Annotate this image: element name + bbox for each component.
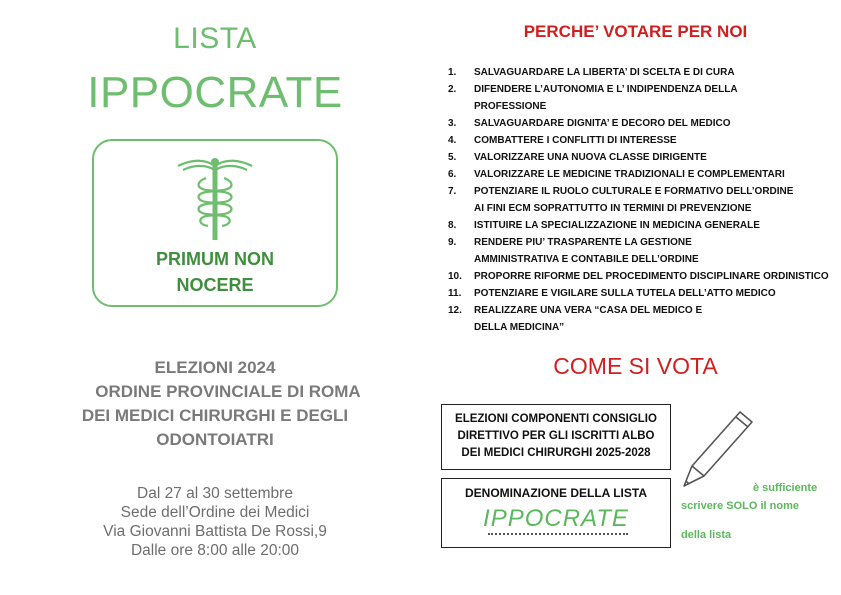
list-name-label: DENOMINAZIONE DELLA LISTA — [465, 486, 647, 500]
reason-text: RENDERE PIU’ TRASPARENTE LA GESTIONE — [474, 237, 692, 248]
ballot-line: ELEZIONI COMPONENTI CONSIGLIO — [455, 413, 657, 425]
note-line: scrivere SOLO il nome — [681, 500, 799, 512]
reason-item — [448, 81, 828, 98]
reason-item — [448, 268, 828, 285]
reason-number: 1. — [448, 67, 457, 78]
motto — [92, 246, 338, 298]
reason-number: 5. — [448, 152, 457, 163]
election-line: DEI MEDICI CHIRURGHI E DEGLI — [81, 406, 349, 425]
reason-number: 11. — [448, 288, 462, 299]
reason-number: 9. — [448, 237, 457, 248]
reason-text: POTENZIARE IL RUOLO CULTURALE E FORMATIVO DELL’ORDINE — [474, 186, 794, 197]
reason-number: 6. — [448, 169, 457, 180]
reason-number: 2. — [448, 84, 457, 95]
list-name-heading: IPPOCRATE — [87, 68, 343, 117]
reason-text: ISTITUIRE LA SPECIALIZZAZIONE IN MEDICINA GENERALE — [474, 220, 760, 231]
reason-text: COMBATTERE I CONFLITTI DI INTERESSE — [474, 135, 677, 146]
how-to-vote-title: COME SI VOTA — [553, 353, 718, 379]
reasons-list — [448, 64, 828, 336]
pencil-icon — [680, 408, 758, 490]
reason-item — [448, 183, 828, 200]
reason-number: 10. — [448, 271, 462, 282]
reason-item-cont — [448, 319, 828, 336]
reason-text: AMMINISTRATIVA E CONTABILE DELL’ORDINE — [474, 254, 699, 265]
reason-text: PROFESSIONE — [474, 101, 547, 112]
election-details — [0, 484, 430, 560]
reason-text: AI FINI ECM SOPRATTUTTO IN TERMINI DI PREVENZIONE — [474, 203, 752, 214]
lista-heading: LISTA — [173, 22, 257, 55]
reason-number: 3. — [448, 118, 457, 129]
reasons-title: PERCHE’ VOTARE PER NOI — [523, 22, 748, 41]
motto-line: NOCERE — [176, 275, 254, 295]
list-name-box — [441, 478, 671, 548]
ballot-line: DEI MEDICI CHIRURGHI 2025-2028 — [461, 447, 651, 459]
reason-item — [448, 149, 828, 166]
details-line: Dal 27 al 30 settembre — [137, 485, 293, 502]
reason-text: POTENZIARE E VIGILARE SULLA TUTELA DELL’ATTO MEDICO — [474, 288, 776, 299]
reason-text: DELLA MEDICINA” — [474, 322, 565, 333]
reason-number: 12. — [448, 305, 462, 316]
election-title — [0, 356, 430, 452]
reason-item — [448, 132, 828, 149]
reason-item — [448, 285, 828, 302]
reason-item-cont — [448, 200, 828, 217]
election-line: ELEZIONI 2024 — [154, 358, 276, 377]
list-name-written: IPPOCRATE — [483, 505, 629, 532]
reason-item — [448, 166, 828, 183]
election-line: ORDINE PROVINCIALE DI ROMA — [95, 382, 361, 401]
reason-item — [448, 115, 828, 132]
details-line: Sede dell’Ordine dei Medici — [120, 504, 310, 521]
reason-item-cont — [448, 98, 828, 115]
reason-number: 8. — [448, 220, 457, 231]
reason-number: 7. — [448, 186, 457, 197]
ballot-line: DIRETTIVO PER GLI ISCRITTI ALBO — [457, 430, 655, 442]
ballot-header-box — [441, 404, 671, 470]
reason-item-cont — [448, 251, 828, 268]
reason-text: VALORIZZARE UNA NUOVA CLASSE DIRIGENTE — [474, 152, 707, 163]
details-line: Dalle ore 8:00 alle 20:00 — [130, 542, 300, 559]
reason-text: SALVAGUARDARE DIGNITA’ E DECORO DEL MEDICO — [474, 118, 731, 129]
reason-text: REALIZZARE UNA VERA “CASA DEL MEDICO E — [474, 305, 703, 316]
reason-text: VALORIZZARE LE MEDICINE TRADIZIONALI E COMPLEMENTARI — [474, 169, 785, 180]
note-line: è sufficiente — [753, 482, 818, 494]
reason-text: DIFENDERE L’AUTONOMIA E L’ INDIPENDENZA DELLA — [474, 84, 738, 95]
reason-item — [448, 217, 828, 234]
details-line: Via Giovanni Battista De Rossi,9 — [103, 523, 327, 540]
reason-item — [448, 64, 828, 81]
election-line: ODONTOIATRI — [156, 430, 274, 449]
dotted-line — [488, 533, 628, 535]
reason-item — [448, 302, 828, 319]
reason-text: PROPORRE RIFORME DEL PROCEDIMENTO DISCIPLINARE ORDINISTICO — [474, 271, 829, 282]
motto-line: PRIMUM NON — [156, 249, 274, 269]
note-line: della lista — [681, 529, 732, 541]
reason-text: SALVAGUARDARE LA LIBERTA’ DI SCELTA E DI CURA — [474, 67, 735, 78]
reason-item — [448, 234, 828, 251]
reason-number: 4. — [448, 135, 457, 146]
caduceus-icon — [174, 156, 256, 242]
